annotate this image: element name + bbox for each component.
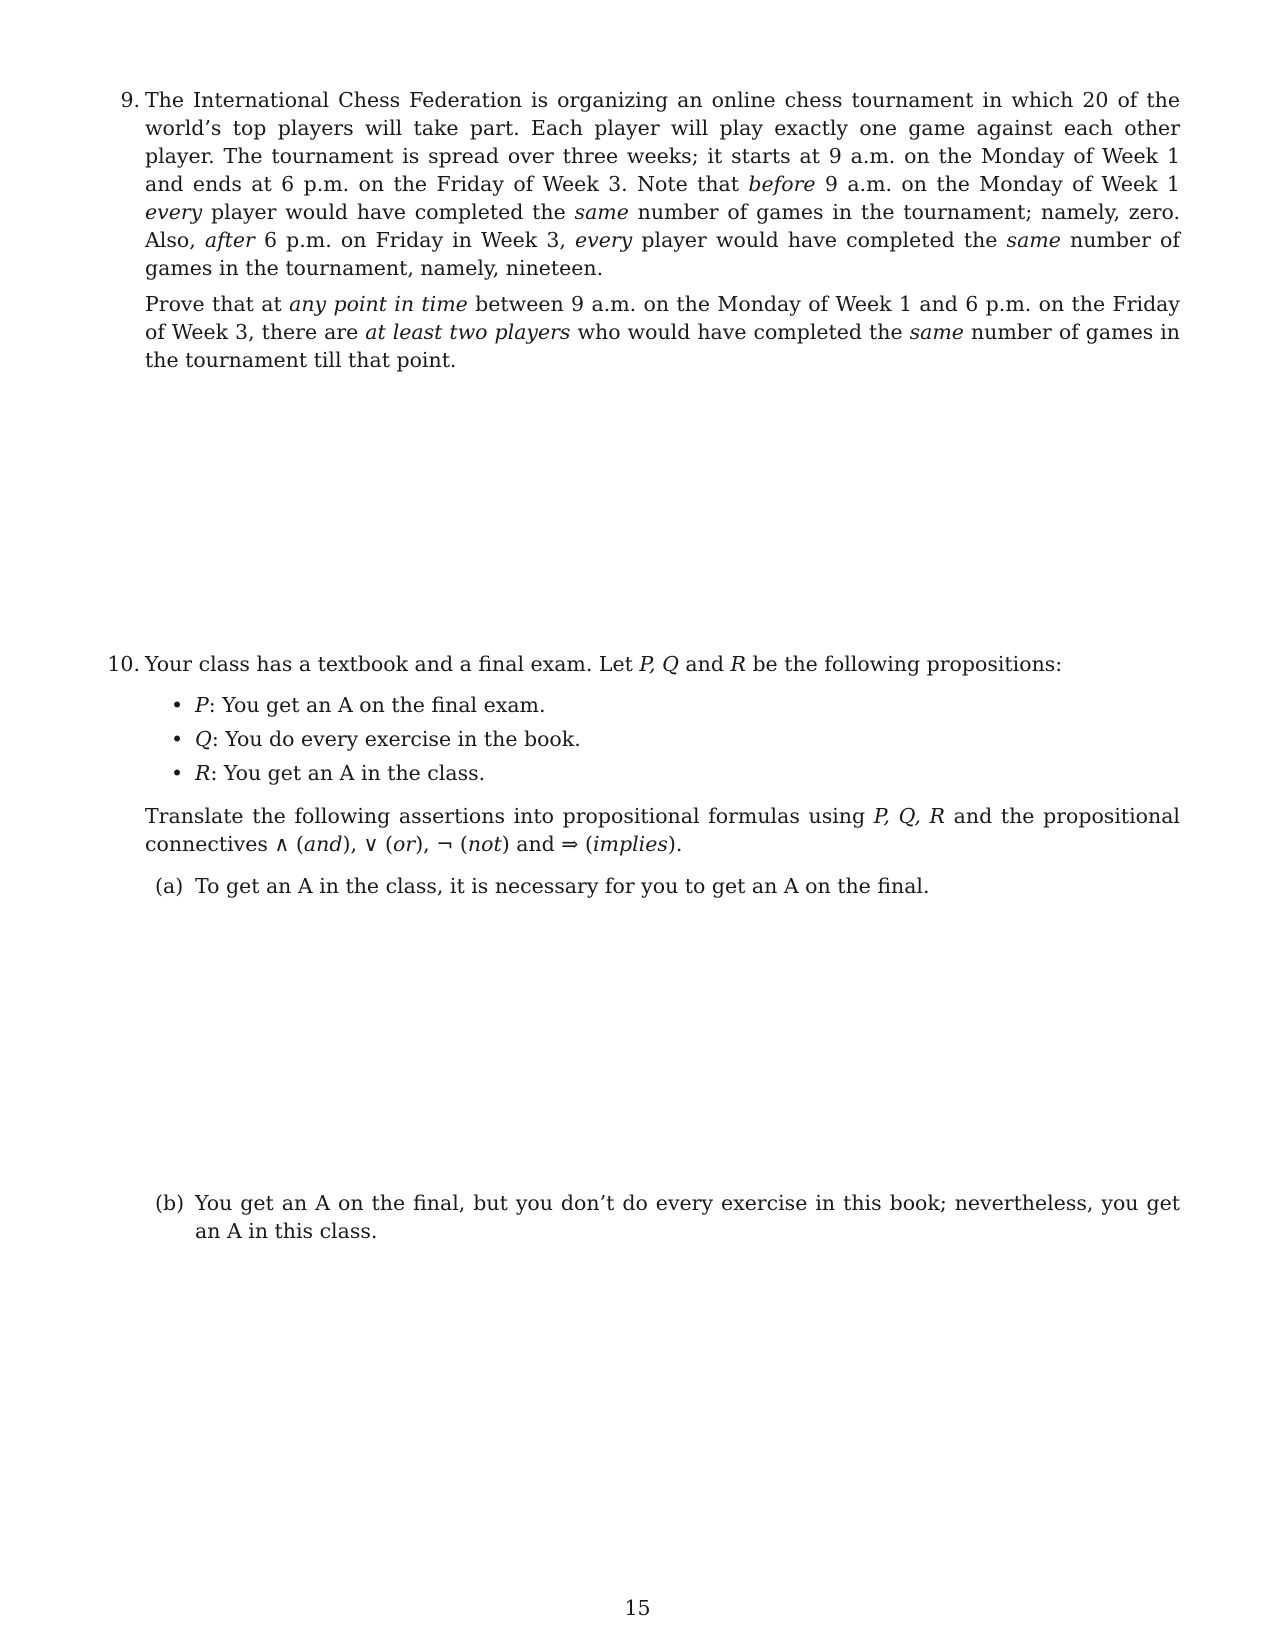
part-b (145, 1189, 1180, 1245)
proposition-list (145, 688, 1180, 790)
part-label: (b) (155, 1191, 185, 1215)
list-item: • Q: You do every exercise in the book. (195, 722, 1180, 756)
list-item: • R: You get an A in the class. (195, 756, 1180, 790)
page-number: 15 (624, 1596, 651, 1620)
bullet-icon: • (171, 693, 184, 717)
problem-10-instructions: Translate the following assertions into propositional formulas using P, Q, R and the propositional connectives ∧ (and), ∨ (or), ¬ (not) and ⇒ (implies). (145, 804, 1180, 856)
problem-9-task: Prove that at any point in time between 9 a.m. on the Monday of Week 1 and 6 p.m. on the Friday of Week 3, there are at least two players who would have completed the same number of games in the tournament till that point. (145, 292, 1180, 372)
bullet-icon: • (171, 727, 184, 751)
problem-10-continued (145, 1189, 1180, 1245)
bullet-icon: • (171, 761, 184, 785)
part-text: To get an A in the class, it is necessary for you to get an A on the final. (195, 874, 930, 898)
problem-number: 10. (107, 652, 140, 676)
problem-9 (120, 86, 1181, 374)
problem-10 (107, 650, 1180, 900)
problem-number: 9. (120, 88, 140, 112)
list-item: • P: You get an A on the final exam. (195, 688, 1180, 722)
part-text: You get an A on the final, but you don’t do every exercise in this book; nevertheless, you get an A in this class. (195, 1191, 1180, 1243)
part-a (145, 872, 1180, 900)
problem-10-intro: Your class has a textbook and a final exam. Let P, Q and R be the following propositions: (145, 652, 1063, 676)
problem-9-statement: The International Chess Federation is organizing an online chess tournament in which 20 of the world’s top players will take part. Each player will play exactly one game against each other player. The tournament is spread over three weeks; it starts at 9 a.m. on the Monday of Week 1 and ends at 6 p.m. on the Friday of Week 3. Note that before 9 a.m. on the Monday of Week 1 every player would have completed the same number of games in the tournament; namely, zero. Also, after 6 p.m. on Friday in Week 3, every player would have completed the same number of games in the tournament, namely, nineteen. (145, 88, 1181, 280)
part-label: (a) (155, 874, 184, 898)
